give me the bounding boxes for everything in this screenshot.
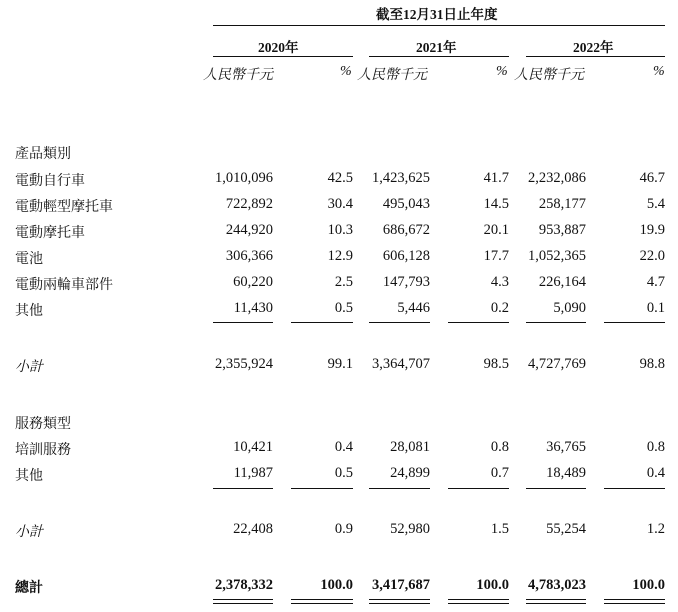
service-section-title: 服務類型 <box>15 417 71 432</box>
pct-2022: 0.1 <box>646 300 665 316</box>
value-2020: 2,355,924 <box>215 356 273 372</box>
pct-2022: 22.0 <box>639 248 665 264</box>
pct-2020: 2.5 <box>334 274 353 290</box>
pct-2022: 4.7 <box>646 274 665 290</box>
year-2020-rule <box>213 56 353 57</box>
pct-2020: 42.5 <box>327 170 353 186</box>
value-2022: 226,164 <box>538 274 586 290</box>
value-2021: 3,364,707 <box>372 356 430 372</box>
value-2022: 5,090 <box>553 300 586 316</box>
product-subtotal-rule <box>213 322 273 323</box>
pct-2021: 17.7 <box>483 248 509 264</box>
total-double-rule <box>526 603 586 604</box>
total-double-rule <box>369 603 430 604</box>
total-double-rule <box>448 599 509 600</box>
unit-pct-2021: % <box>496 64 508 79</box>
value-2020: 722,892 <box>225 196 273 212</box>
year-2021-rule <box>369 56 509 57</box>
row-label: 電動兩輪車部件 <box>15 278 113 293</box>
pct-2021: 0.2 <box>490 300 509 316</box>
pct-2020: 30.4 <box>327 196 353 212</box>
product-subtotal-rule <box>448 322 509 323</box>
total-label: 總計 <box>15 581 43 596</box>
pct-2022: 100.0 <box>632 577 665 593</box>
pct-2022: 0.4 <box>646 465 665 481</box>
value-2022: 55,254 <box>546 521 586 537</box>
pct-2020: 100.0 <box>320 577 353 593</box>
row-label: 培訓服務 <box>15 443 71 458</box>
pct-2020: 0.5 <box>334 465 353 481</box>
total-double-rule <box>369 599 430 600</box>
pct-2021: 14.5 <box>483 196 509 212</box>
service-subtotal-rule <box>448 488 509 489</box>
total-double-rule <box>213 599 273 600</box>
value-2022: 2,232,086 <box>528 170 586 186</box>
pct-2020: 0.5 <box>334 300 353 316</box>
service-subtotal-rule <box>291 488 353 489</box>
unit-currency-2020: 人民幣千元 <box>203 68 273 83</box>
unit-currency-2021: 人民幣千元 <box>357 68 427 83</box>
pct-2022: 98.8 <box>639 356 665 372</box>
pct-2021: 1.5 <box>490 521 509 537</box>
value-2021: 495,043 <box>382 196 430 212</box>
pct-2020: 0.4 <box>334 439 353 455</box>
product-subtotal-rule <box>526 322 586 323</box>
product-subtotal-rule <box>291 322 353 323</box>
value-2021: 28,081 <box>390 439 430 455</box>
value-2021: 606,128 <box>382 248 430 264</box>
unit-pct-2020: % <box>340 64 352 79</box>
year-2020-header: 2020年 <box>258 40 299 55</box>
pct-2021: 20.1 <box>483 222 509 238</box>
value-2020: 11,430 <box>233 300 273 316</box>
value-2020: 306,366 <box>225 248 273 264</box>
value-2021: 24,899 <box>390 465 430 481</box>
service-subtotal-rule <box>604 488 665 489</box>
value-2022: 36,765 <box>546 439 586 455</box>
row-label: 電動輕型摩托車 <box>15 200 113 215</box>
unit-pct-2022: % <box>653 64 665 79</box>
row-label: 電動自行車 <box>15 174 85 189</box>
product-section-title: 產品類別 <box>15 147 71 162</box>
total-double-rule <box>448 603 509 604</box>
value-2022: 18,489 <box>546 465 586 481</box>
pct-2022: 46.7 <box>639 170 665 186</box>
subtotal-label: 小計 <box>15 525 43 540</box>
subtotal-label: 小計 <box>15 360 43 375</box>
header-rule <box>213 25 665 26</box>
pct-2021: 100.0 <box>476 577 509 593</box>
value-2020: 22,408 <box>233 521 273 537</box>
value-2022: 4,727,769 <box>528 356 586 372</box>
pct-2022: 5.4 <box>646 196 665 212</box>
value-2022: 1,052,365 <box>528 248 586 264</box>
service-subtotal-rule <box>369 488 430 489</box>
value-2020: 244,920 <box>225 222 273 238</box>
total-double-rule <box>526 599 586 600</box>
product-subtotal-rule <box>369 322 430 323</box>
pct-2020: 10.3 <box>327 222 353 238</box>
year-2021-header: 2021年 <box>416 40 457 55</box>
pct-2021: 98.5 <box>483 356 509 372</box>
row-label: 其他 <box>15 469 43 484</box>
value-2021: 686,672 <box>382 222 430 238</box>
product-subtotal-rule <box>604 322 665 323</box>
total-double-rule <box>291 599 353 600</box>
pct-2021: 0.7 <box>490 465 509 481</box>
value-2020: 10,421 <box>233 439 273 455</box>
total-double-rule <box>604 599 665 600</box>
row-label: 電動摩托車 <box>15 226 85 241</box>
pct-2022: 19.9 <box>639 222 665 238</box>
year-2022-header: 2022年 <box>573 40 614 55</box>
total-double-rule <box>604 603 665 604</box>
pct-2022: 0.8 <box>646 439 665 455</box>
pct-2020: 99.1 <box>327 356 353 372</box>
period-title: 截至12月31日止年度 <box>376 7 498 22</box>
pct-2021: 0.8 <box>490 439 509 455</box>
value-2022: 258,177 <box>538 196 586 212</box>
pct-2021: 4.3 <box>490 274 509 290</box>
pct-2020: 0.9 <box>334 521 353 537</box>
value-2021: 52,980 <box>390 521 430 537</box>
row-label: 其他 <box>15 304 43 319</box>
pct-2020: 12.9 <box>327 248 353 264</box>
value-2021: 5,446 <box>397 300 430 316</box>
value-2020: 2,378,332 <box>215 577 273 593</box>
service-subtotal-rule <box>526 488 586 489</box>
value-2022: 4,783,023 <box>528 577 586 593</box>
value-2020: 60,220 <box>233 274 273 290</box>
value-2020: 11,987 <box>233 465 273 481</box>
value-2022: 953,887 <box>538 222 586 238</box>
service-subtotal-rule <box>213 488 273 489</box>
value-2020: 1,010,096 <box>215 170 273 186</box>
unit-currency-2022: 人民幣千元 <box>514 68 584 83</box>
row-label: 電池 <box>15 252 43 267</box>
value-2021: 147,793 <box>382 274 430 290</box>
value-2021: 3,417,687 <box>372 577 430 593</box>
total-double-rule <box>213 603 273 604</box>
total-double-rule <box>291 603 353 604</box>
pct-2021: 41.7 <box>483 170 509 186</box>
pct-2022: 1.2 <box>646 521 665 537</box>
year-2022-rule <box>526 56 665 57</box>
value-2021: 1,423,625 <box>372 170 430 186</box>
